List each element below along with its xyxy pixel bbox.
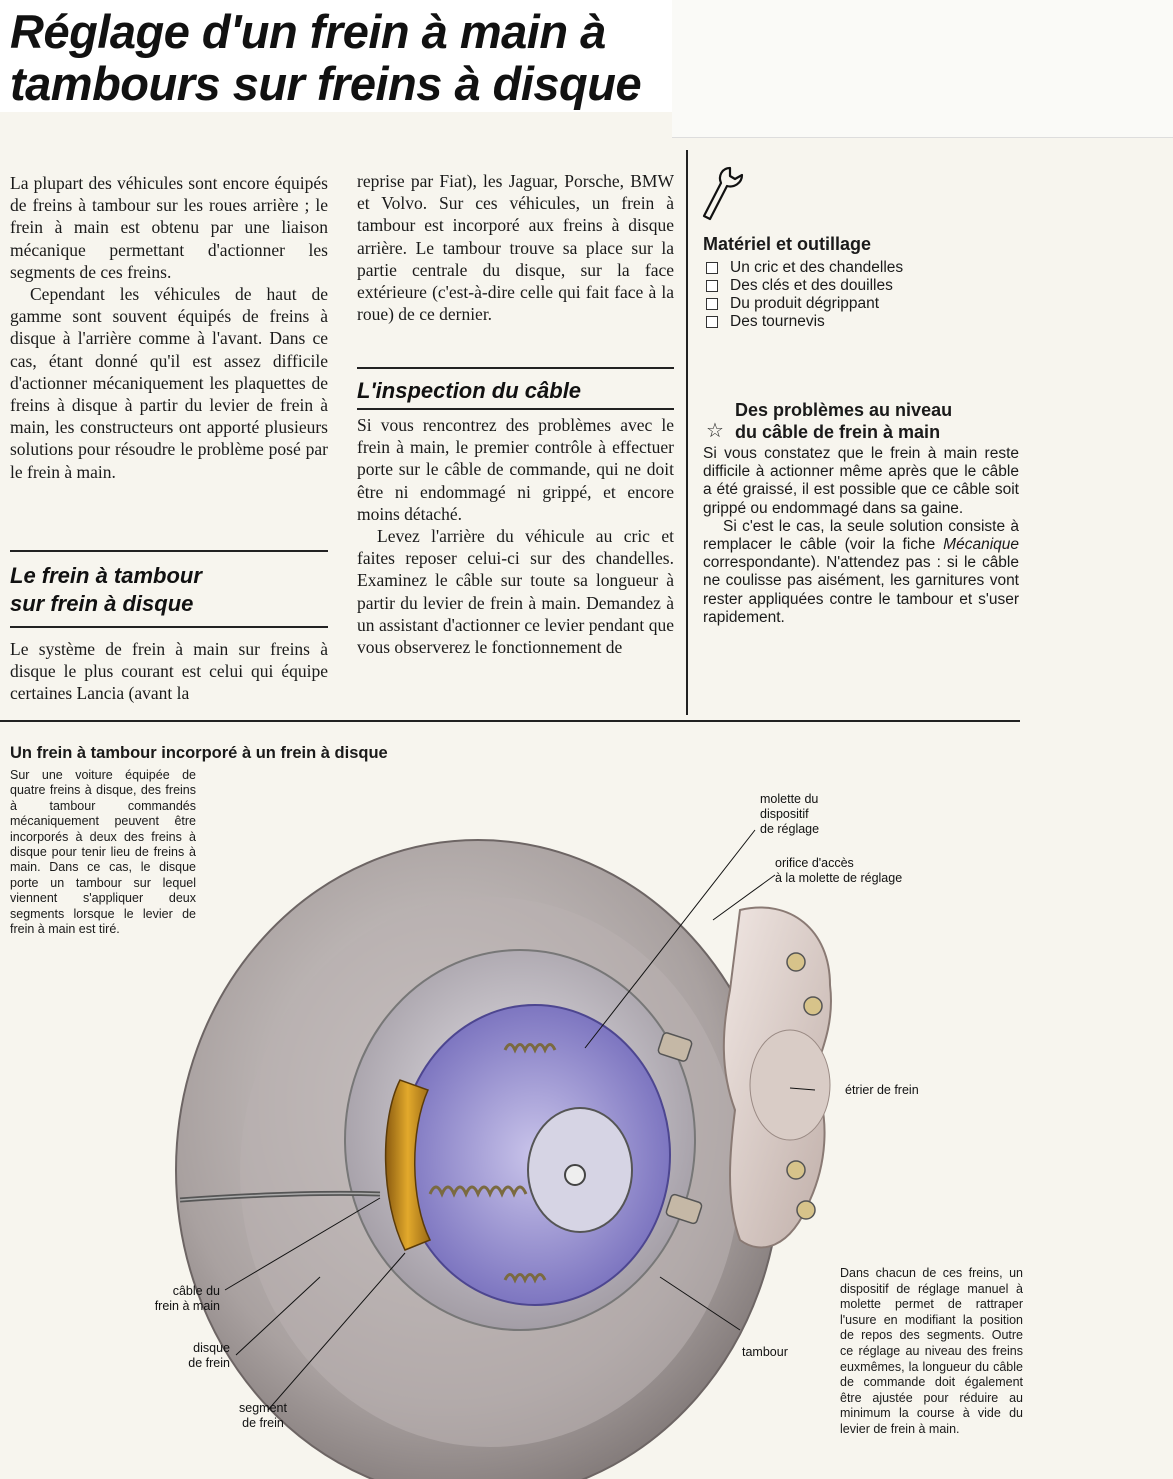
label-disque-line-2: de frein [188,1356,230,1370]
checkbox [706,316,718,328]
problem-text [703,445,1019,627]
column-2-text [357,170,674,325]
section-rule-1b [10,626,328,628]
tool-label: Un cric et des chandelles [730,259,904,276]
problem-p2-italic: Mécanique [943,536,1019,554]
column-2-section [357,414,674,658]
label-cable-line-2: frein à main [154,1299,220,1313]
tool-label: Du produit dégrippant [730,295,880,312]
tool-label: Des tournevis [730,313,825,330]
inspection-paragraph-1: Si vous rencontrez des problèmes avec le frein à main, le premier contrôle à effectuer porte sur le câble de commande, qui ne doit être ni endommagé ni grippé, et encore moins détaché. [357,415,674,524]
label-segment-line-1: segment [239,1401,287,1415]
label-cable [110,1284,220,1314]
heading-line-2: sur frein à disque [10,591,194,616]
inspection-paragraph-2: Levez l'arrière du véhicule au cric et faites reposer celui-ci sur des chandelles. Examinez le câble sur toute sa longueur à partir du levier de frein à main. Demandez à un assistant d'actionner ce levier pendant que vous observerez le fonctionnement de [357,526,674,658]
sidebar-divider [686,150,688,715]
tool-item [706,259,1006,277]
star-icon: ☆ [706,420,724,442]
tools-title: Matériel et outillage [703,234,872,254]
column-1-section [10,638,328,705]
column-1-intro [10,172,328,483]
label-molette-line-1: molette du [760,792,819,806]
tool-item [706,313,1006,331]
label-tambour: tambour [742,1345,788,1359]
label-molette-line-3: de réglage [760,822,820,836]
section-rule-2 [357,367,674,369]
label-disque-line-1: disque [193,1341,230,1355]
problem-title-line-1: Des problèmes au niveau [735,400,953,420]
label-disque [160,1341,230,1371]
wrench-icon [700,164,746,222]
figure-caption: Sur une voiture équipée de quatre freins à disque, des freins à tambour commandés mécaniquement peuvent être incorporés à deux des freins à disque pour tenir lieu de freins à main. Dans ce cas, le disque porte un tambour sur lequel viennent s'appliquer deux segments lorsque le levier de frein à main est tiré. [10,768,196,937]
intro-paragraph-2: Cependant les véhicules de haut de gamme sont souvent équipés de freins à disque à l'arrière comme à l'avant. Dans ce cas, étant donné qu'il est assez difficile d'actionner mécaniquement les plaquettes de freins à disque à partir du levier de frein à main, les constructeurs ont apporté plusieurs solutions pour résoudre le problème posé par le frein à main. [10,284,328,482]
problem-p2-before: Si c'est le cas, la seule solution consiste à remplacer le câble (voir la fiche [703,517,1019,554]
page-title-line-1: Réglage d'un frein à main à [10,5,606,58]
problem-title [735,399,1025,443]
col2-paragraph-1: reprise par Fiat), les Jaguar, Porsche, BMW et Volvo. Sur ces véhicules, un frein à tambour est incorporé aux freins à disque arrière. Le tambour trouve sa place sur la partie centrale du disque, sur la face extérieure (c'est-à-dire celle qui fait face à la roue) de ce dernier. [357,171,674,325]
label-molette-line-2: dispositif [760,807,809,821]
title-side-strip [672,0,1173,138]
checkbox [706,298,718,310]
checkbox [706,262,718,274]
page-title-line-2: tambours sur freins à disque [10,57,642,110]
tool-item [706,277,1006,295]
label-segment-line-2: de frein [242,1416,284,1430]
section-rule-1 [10,550,328,552]
problem-paragraph-1: Si vous constatez que le frein à main reste difficile à actionner même après que le câble a été graissé, il est possible que ce câble soit grippé ou endommagé dans sa gaine. [703,445,1019,517]
problem-p2-after: correspondante). N'attendez pas : si le câble ne coulisse pas aisément, les garnitures vont rester appliquées contre le tambour et s'user rapidement. [703,554,1019,626]
label-cable-line-1: câble du [172,1284,220,1298]
tool-item [706,295,1006,313]
heading-line-1: Le frein à tambour [10,563,202,588]
label-orifice [775,856,975,886]
tambour-paragraph: Le système de frein à main sur freins à disque le plus courant est celui qui équipe certaines Lancia (avant la [10,639,328,704]
checkbox [706,280,718,292]
label-orifice-line-1: orifice d'accès [775,856,854,870]
figure-note: Dans chacun de ces freins, un dispositif de réglage manuel à molette permet de rattraper l'usure en modifiant la position de repos des segments. Outre ce réglage au niveau des freins euxmêmes, la longueur du câble de commande doit également être ajustée pour réduire au minimum la course à vide du levier de frein à main. [840,1266,1023,1436]
label-molette [760,792,870,837]
label-orifice-line-2: à la molette de réglage [775,871,903,885]
problem-title-line-2: du câble de frein à main [735,422,941,442]
tool-label: Des clés et des douilles [730,277,893,294]
section-heading-tambour [10,562,328,618]
label-etrier: étrier de frein [845,1083,919,1097]
label-segment [228,1401,298,1431]
section-heading-inspection: L'inspection du câble [357,378,582,403]
figure-title: Un frein à tambour incorporé à un frein à disque [10,744,388,762]
intro-paragraph-1: La plupart des véhicules sont encore équipés de freins à tambour sur les roues arrière ; le frein à main est obtenu par une liaison mécanique permettant d'actionner les segments de ces freins. [10,173,328,282]
tools-list [706,259,1006,331]
problem-paragraph-2 [703,518,1019,627]
section-rule-2b [357,408,674,410]
figure-rule [0,720,1020,722]
